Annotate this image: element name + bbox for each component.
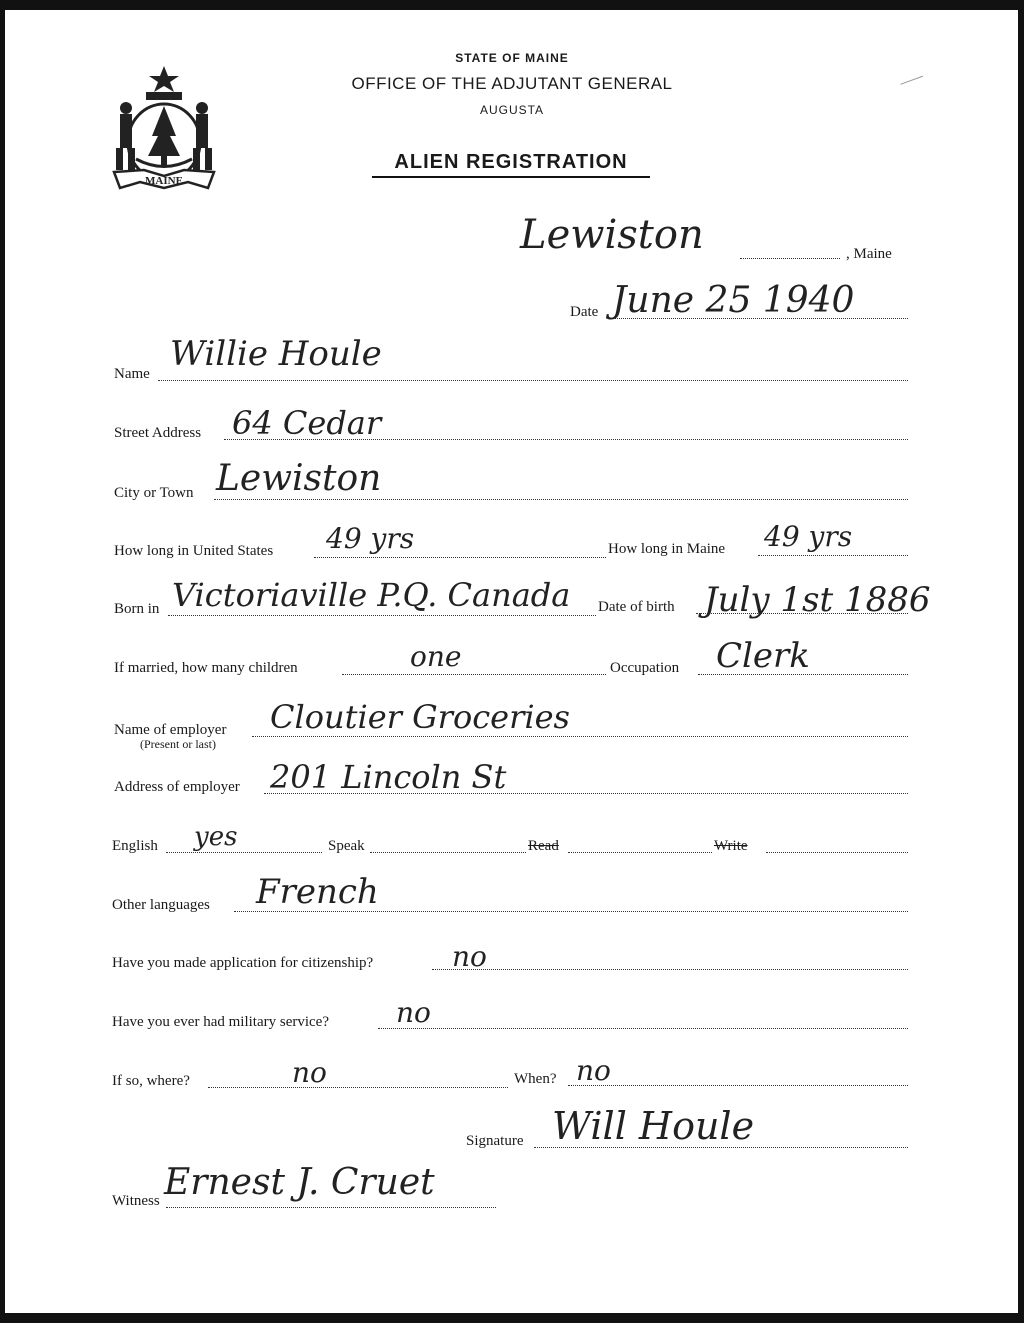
write-line — [766, 852, 908, 853]
witness-value: Ernest J. Cruet — [164, 1162, 435, 1203]
english-line — [166, 852, 322, 853]
where-line — [208, 1087, 508, 1088]
city-heading: AUGUSTA — [479, 103, 545, 117]
citizenship-label: Have you made application for citizenship? — [112, 955, 374, 971]
citizenship-line — [432, 969, 908, 970]
read-label: Read — [528, 838, 559, 854]
us-years-label: How long in United States — [114, 543, 274, 559]
employer-address-value: 201 Lincoln St — [270, 758, 507, 796]
other-languages-label: Other languages — [112, 897, 210, 913]
scan-border-left — [0, 0, 5, 1323]
place-line — [740, 258, 840, 259]
employer-sublabel: (Present or last) — [140, 737, 216, 751]
date-value: June 25 1940 — [612, 280, 855, 321]
dob-value: July 1st 1886 — [704, 580, 931, 620]
scan-border-right — [1018, 0, 1024, 1323]
employer-line — [252, 736, 908, 737]
us-years-line — [314, 557, 606, 558]
date-label: Date — [570, 304, 599, 320]
street-value: 64 Cedar — [232, 404, 382, 442]
where-label: If so, where? — [112, 1073, 190, 1089]
us-years-value: 49 yrs — [326, 522, 415, 555]
name-label: Name — [114, 366, 150, 382]
children-label: If married, how many children — [114, 660, 298, 676]
city-value: Lewiston — [216, 458, 382, 499]
scan-border-bottom — [0, 1313, 1024, 1323]
state-heading: STATE OF MAINE — [455, 51, 569, 65]
employer-value: Cloutier Groceries — [270, 698, 570, 736]
witness-line — [166, 1207, 496, 1208]
children-line — [342, 674, 606, 675]
other-languages-value: French — [256, 872, 379, 912]
born-value: Victoriaville P.Q. Canada — [172, 576, 571, 614]
write-label: Write — [714, 838, 748, 854]
city-line — [214, 499, 908, 500]
name-line — [158, 380, 908, 381]
employer-address-label: Address of employer — [114, 779, 240, 795]
place-suffix: , Maine — [846, 246, 892, 262]
speak-line — [370, 852, 526, 853]
english-label: English — [112, 838, 158, 854]
military-line — [378, 1028, 908, 1029]
witness-label: Witness — [112, 1193, 160, 1209]
occupation-value: Clerk — [716, 636, 810, 676]
speak-label: Speak — [328, 838, 365, 854]
when-value: no — [576, 1054, 611, 1087]
street-label: Street Address — [114, 425, 202, 441]
city-label: City or Town — [114, 485, 194, 501]
military-value: no — [396, 996, 431, 1029]
office-heading: OFFICE OF THE ADJUTANT GENERAL — [351, 74, 673, 93]
english-value: yes — [194, 822, 238, 852]
employer-label: Name of employer — [114, 722, 227, 738]
born-label: Born in — [114, 601, 160, 617]
military-label: Have you ever had military service? — [112, 1014, 329, 1030]
maine-years-line — [758, 555, 908, 556]
scan-border-top — [0, 0, 1024, 10]
read-line — [568, 852, 712, 853]
dob-label: Date of birth — [598, 599, 675, 615]
signature-value: Will Houle — [552, 1104, 755, 1148]
name-value: Willie Houle — [170, 334, 382, 374]
citizenship-value: no — [452, 940, 487, 973]
when-label: When? — [514, 1071, 557, 1087]
born-line — [168, 615, 596, 616]
children-value: one — [410, 640, 462, 673]
maine-years-label: How long in Maine — [608, 541, 726, 557]
signature-label: Signature — [466, 1133, 524, 1149]
when-line — [568, 1085, 908, 1086]
seal-banner-text: MAINE — [145, 175, 183, 187]
place-value: Lewiston — [520, 212, 704, 258]
maine-years-value: 49 yrs — [764, 520, 853, 553]
where-value: no — [292, 1056, 327, 1089]
form-title: ALIEN REGISTRATION — [372, 151, 650, 178]
occupation-label: Occupation — [610, 660, 680, 676]
